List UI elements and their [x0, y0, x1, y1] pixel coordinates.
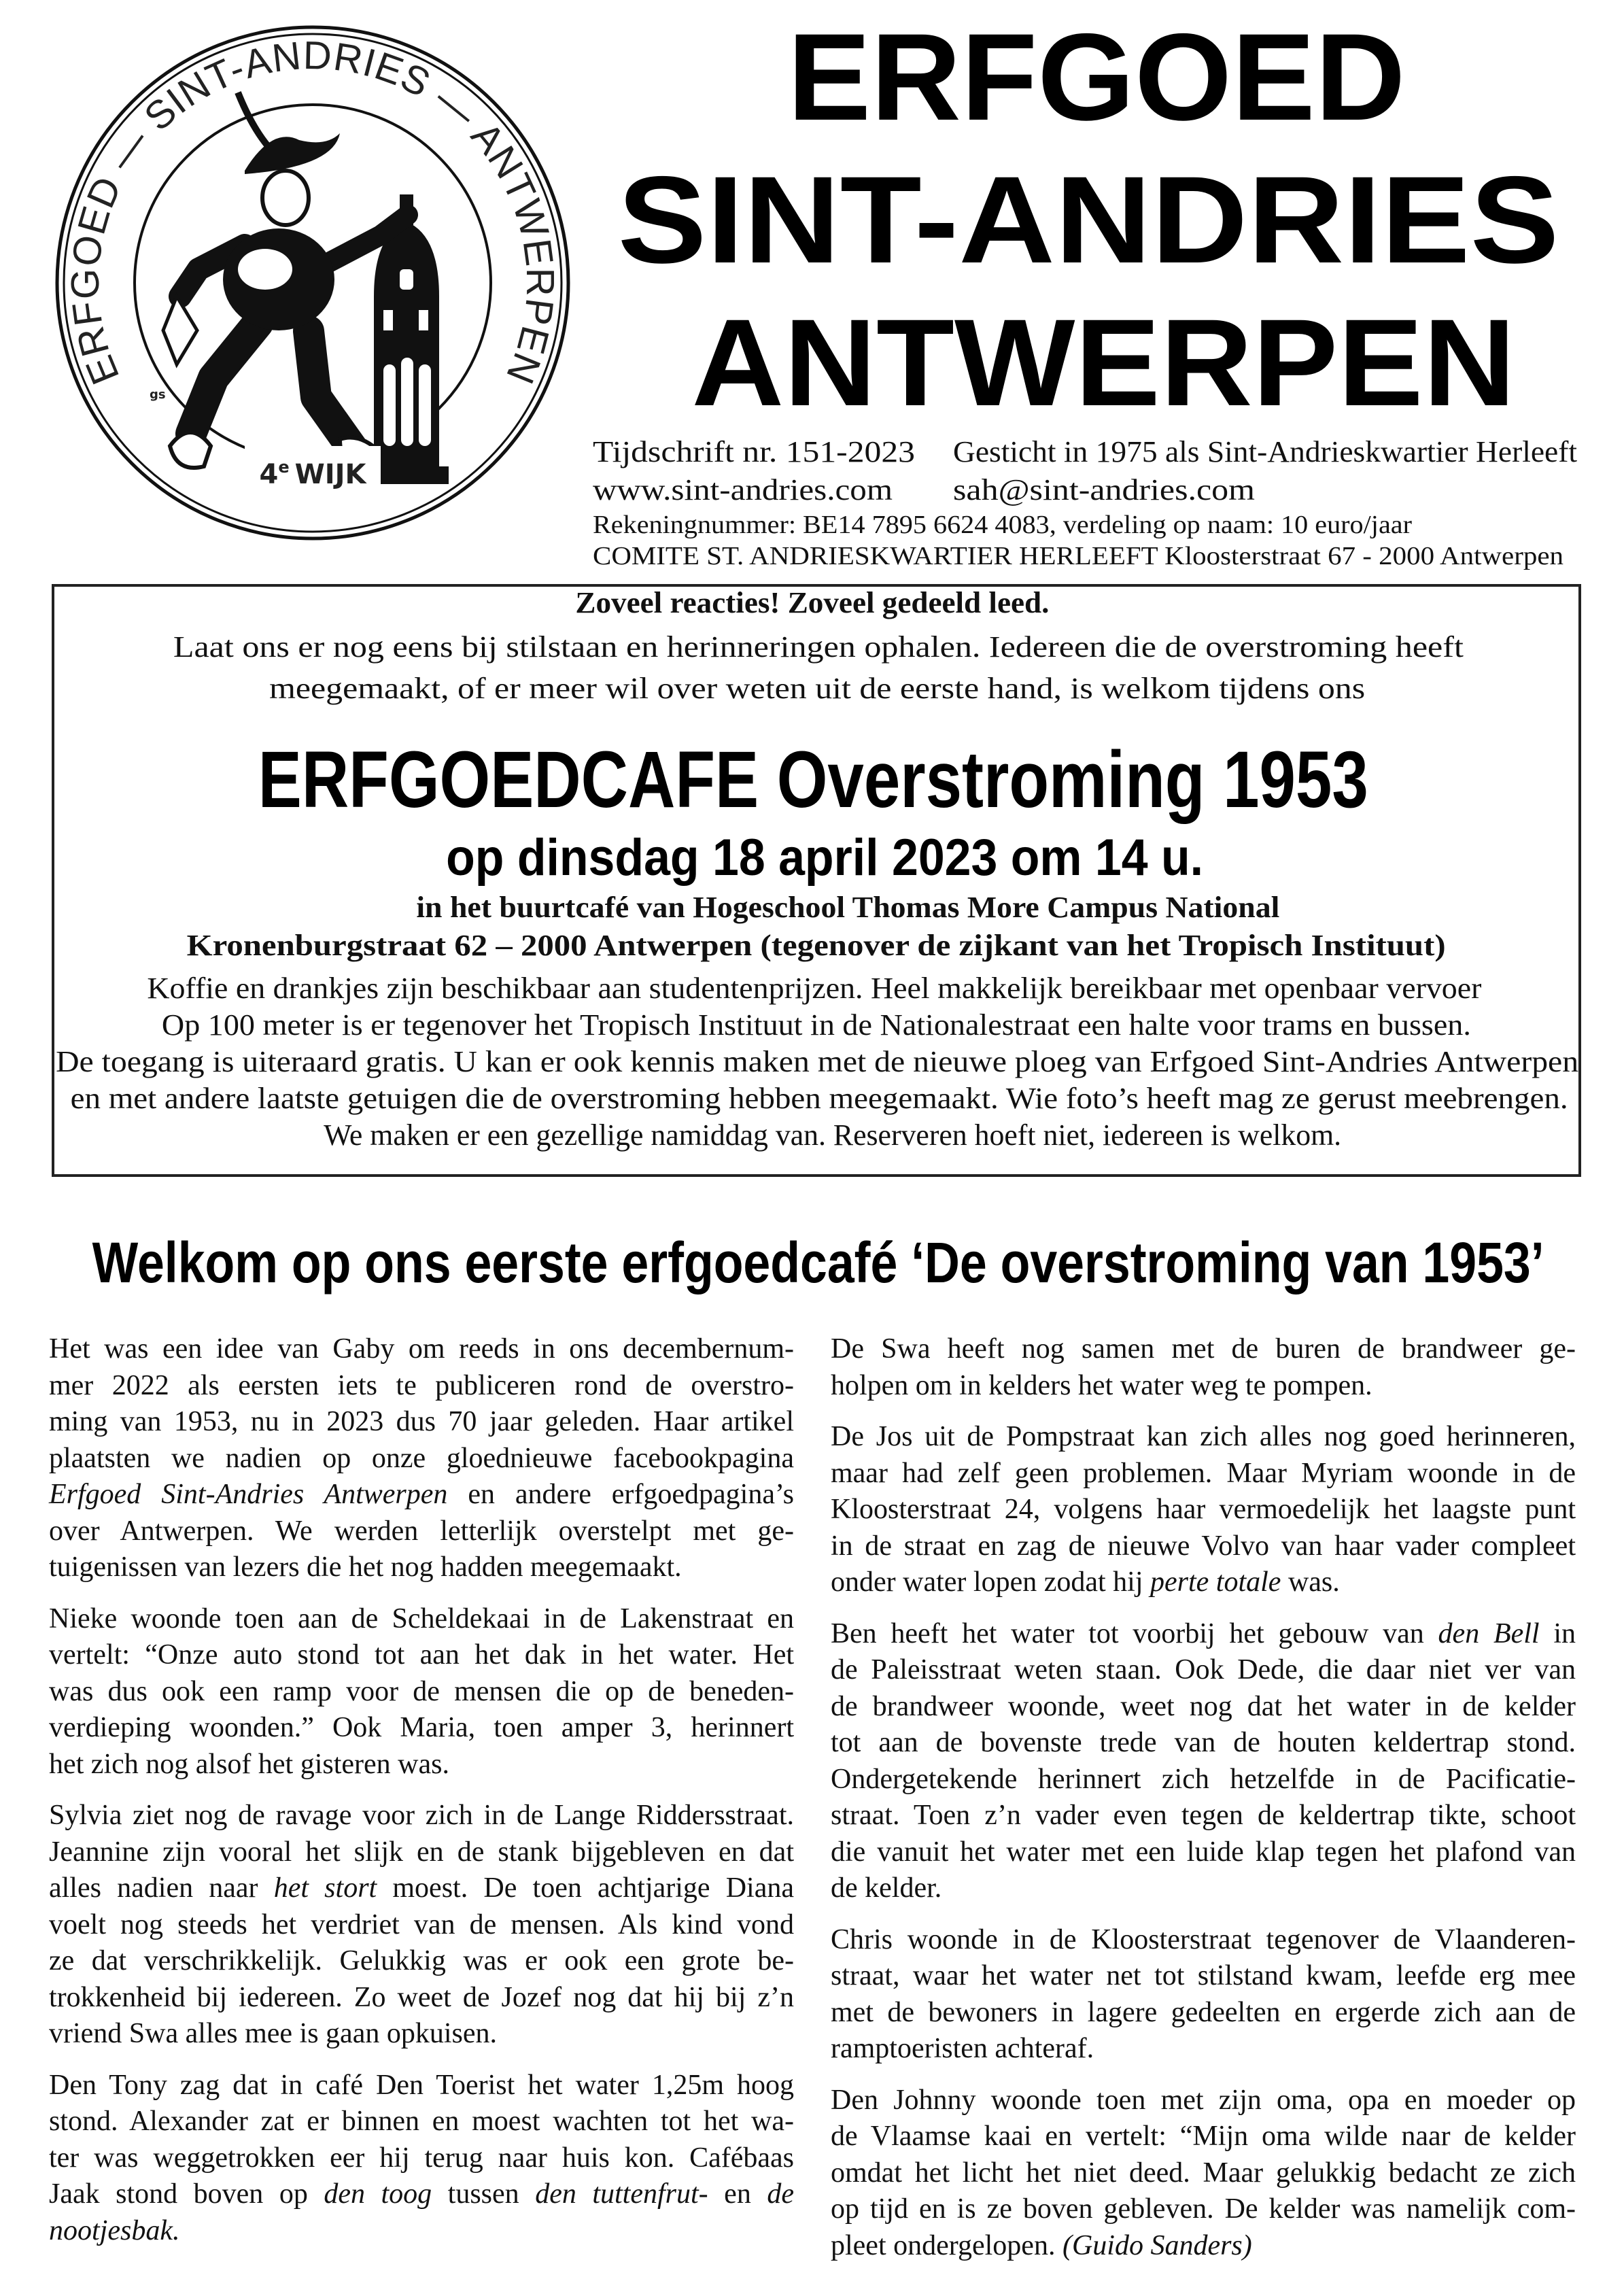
text-segment: omdat het licht het niet deed. Maar gelukkig bedacht ze zich	[831, 2157, 1576, 2189]
text-segment: pleet ondergelopen.	[831, 2229, 1062, 2261]
text-line	[49, 1441, 794, 1477]
text-segment: straat. Toen z’n vader even tegen de keldertrap tikte, schoot	[831, 1800, 1576, 1831]
article-paragraph	[831, 2083, 1576, 2265]
text-line	[831, 1762, 1576, 1798]
text-line	[831, 1564, 1576, 1601]
article-paragraph	[49, 1798, 794, 2053]
text-line	[49, 1710, 794, 1747]
text-segment: met de bewoners in lagere gedeelten en ergerde zich aan de	[831, 1996, 1576, 2028]
text-segment: De Swa heeft nog samen met de buren de brandweer ge-	[831, 1333, 1576, 1365]
text-line	[49, 2068, 794, 2104]
text-segment: moest. De toen achtjarige Diana	[377, 1872, 795, 1904]
italic-text: nootjesbak.	[49, 2214, 180, 2246]
masthead-title-line-3: ANTWERPEN	[691, 293, 1515, 432]
text-segment: Jaak stond boven op	[49, 2178, 324, 2210]
text-line	[831, 1368, 1576, 1405]
text-line	[49, 2104, 794, 2140]
text-segment: ramptoeristen achteraf.	[831, 2033, 1094, 2064]
masthead-title-line-2: SINT-ANDRIES	[617, 150, 1559, 289]
text-line	[831, 1419, 1576, 1456]
text-line	[831, 1870, 1576, 1907]
text-line	[831, 2191, 1576, 2228]
text-segment: trokkenheid bij iedereen. Zo weet de Jozef nog dat hij bij z’n	[49, 1981, 794, 2013]
text-line	[49, 1834, 794, 1871]
email-link[interactable]: sah@sint-andries.com	[953, 473, 1255, 507]
article-heading: Welkom op ons eerste erfgoedcafé ‘De overstroming van 1953’	[92, 1231, 1545, 1295]
text-segment: Het was een idee van Gaby om reeds in ons decembernum-	[49, 1333, 794, 1365]
text-line	[49, 2176, 794, 2213]
text-segment: De Jos uit de Pompstraat kan zich alles nog goed herinneren,	[831, 1421, 1576, 1452]
text-segment: Nieke woonde toen aan de Scheldekaai in de Lakenstraat en	[49, 1603, 794, 1634]
account-info: Rekeningnummer: BE14 7895 6624 4083, verdeling op naam: 10 euro/jaar	[593, 511, 1412, 539]
text-segment: alles nadien naar	[49, 1872, 274, 1904]
text-segment: tussen	[432, 2178, 536, 2210]
italic-text: Erfgoed Sint-Andries Antwerpen	[49, 1479, 448, 1510]
text-line	[49, 2016, 794, 2053]
text-segment: Jeannine zijn vooral het slijk en de stank bijgebleven en dat	[49, 1836, 794, 1868]
text-line	[49, 1943, 794, 1980]
text-segment: ming van 1953, nu in 2023 dus 70 jaar geleden. Haar artikel	[49, 1406, 794, 1437]
text-line	[831, 1331, 1576, 1368]
text-segment: in	[1539, 1617, 1576, 1649]
text-line	[831, 2083, 1576, 2119]
text-line	[831, 1616, 1576, 1653]
italic-text: perte totale	[1150, 1566, 1281, 1598]
text-line	[49, 1907, 794, 1944]
text-segment: en	[708, 2178, 767, 2210]
text-segment: plaatsten we nadien op onze gloednieuwe facebookpagina	[49, 1442, 794, 1474]
text-segment: Den Tony zag dat in café Den Toerist het water 1,25m hoog	[49, 2069, 794, 2101]
text-segment: de Vlaamse kaai en vertelt: “Mijn oma wilde naar de kelder	[831, 2121, 1576, 2152]
text-segment: Den Johnny woonde toen met zijn oma, opa en moeder op	[831, 2084, 1576, 2116]
text-segment: ter was weggetrokken eer hij terug naar huis kon. Cafébaas	[49, 2142, 794, 2174]
text-line	[831, 1922, 1576, 1959]
text-line	[49, 1549, 794, 1586]
article-paragraph	[49, 1331, 794, 1586]
event-venue: in het buurtcafé van Hogeschool Thomas More Campus National	[416, 891, 1279, 924]
text-line	[831, 1456, 1576, 1492]
italic-text: den toog	[324, 2178, 432, 2210]
text-segment: de Paleisstraat weten staan. Ook Dede, die daar niet ver van	[831, 1654, 1576, 1685]
italic-text: (Guido Sanders)	[1062, 2229, 1252, 2261]
logo-ring-text: ERFGOED — SINT-ANDRIES — ANTWERPEN	[63, 33, 563, 391]
announcement-detail-line: en met andere laatste getuigen die de overstroming hebben meegemaakt. Wie foto’s heeft mag ze gerust meebrengen.	[71, 1082, 1568, 1115]
italic-text: den tuttenfrut-	[535, 2178, 708, 2210]
announcement-detail-line: Koffie en drankjes zijn beschikbaar aan studentenprijzen. Heel makkelijk bereikbaar met openbaar vervoer	[146, 972, 1481, 1005]
text-segment: straat, waar het water net tot stilstand kwam, leefde erg mee	[831, 1960, 1576, 1991]
text-segment: verdieping woonden.” Ook Maria, toen amper 3, herinnert	[49, 1712, 794, 1743]
text-line	[49, 2140, 794, 2177]
text-line	[49, 1637, 794, 1674]
article-paragraph	[49, 2068, 794, 2250]
announcement-detail-line: De toegang is uiteraard gratis. U kan er ook kennis maken met de nieuwe ploeg van Erfgoed Sint-Andries Antwerpen	[56, 1045, 1578, 1078]
announcement-intro-line: meegemaakt, of er meer wil over weten uit de eerste hand, is welkom tijdens ons	[269, 672, 1365, 705]
logo-wijk-text: 4e WIJK	[259, 458, 366, 490]
italic-text: het stort	[273, 1872, 377, 1904]
website-link[interactable]: www.sint-andries.com	[593, 473, 893, 507]
text-segment: op tijd en is ze boven gebleven. De kelder was namelijk com-	[831, 2193, 1576, 2225]
text-line	[49, 1674, 794, 1711]
text-line	[49, 1601, 794, 1638]
text-segment: het zich nog alsof het gisteren was.	[49, 1748, 449, 1780]
text-segment: was.	[1281, 1566, 1340, 1598]
text-segment: de kelder.	[831, 1872, 942, 1904]
text-line	[831, 1652, 1576, 1689]
text-segment: mer 2022 als eersten iets te publiceren rond de overstro-	[49, 1369, 794, 1401]
text-segment: vriend Swa alles mee is gaan opkuisen.	[49, 2018, 497, 2049]
italic-text: de	[767, 2178, 794, 2210]
article-paragraph	[831, 1419, 1576, 1601]
text-segment: Sylvia ziet nog de ravage voor zich in de Lange Riddersstraat.	[49, 1800, 794, 1831]
text-line	[831, 2119, 1576, 2155]
text-line	[831, 1958, 1576, 1995]
article-column-right	[831, 1331, 1576, 2279]
text-segment: de brandweer woonde, weet nog dat het water in de kelder	[831, 1690, 1576, 1722]
text-segment: en andere erfgoedpagina’s	[447, 1479, 794, 1510]
text-segment: voelt nog steeds het verdriet van de mensen. Als kind vond	[49, 1908, 794, 1940]
text-line	[49, 1331, 794, 1368]
text-segment: in de straat en zag de nieuwe Volvo van haar vader compleet	[831, 1530, 1576, 1562]
text-line	[49, 1513, 794, 1550]
text-line	[831, 1798, 1576, 1834]
text-segment: tuigenissen van lezers die het nog hadden meegemaakt.	[49, 1552, 682, 1583]
text-line	[49, 2213, 794, 2250]
article-paragraph	[831, 1331, 1576, 1404]
text-line	[49, 1870, 794, 1907]
text-line	[49, 1368, 794, 1405]
text-line	[49, 1798, 794, 1834]
article-paragraph	[831, 1616, 1576, 1907]
text-segment: holpen om in kelders het water weg te pompen.	[831, 1369, 1372, 1401]
announcement-intro-line: Laat ons er nog eens bij stilstaan en herinneringen ophalen. Iedereen die de overstroming heeft	[173, 630, 1464, 664]
text-segment: Ondergetekende herinnert zich hetzelfde in de Pacificatie-	[831, 1763, 1576, 1795]
logo-emblem-icon	[41, 11, 585, 555]
text-segment: Ben heeft het water tot voorbij het gebouw van	[831, 1617, 1438, 1649]
event-address: Kronenburgstraat 62 – 2000 Antwerpen (tegenover de zijkant van het Tropisch Instituut)	[187, 929, 1446, 962]
text-segment: tot aan de bovenste trede van de houten keldertrap stond.	[831, 1727, 1576, 1758]
founded-text: Gesticht in 1975 als Sint-Andrieskwartier Herleeft	[953, 435, 1577, 468]
text-line	[49, 1747, 794, 1783]
text-segment: Chris woonde in de Kloosterstraat tegenover de Vlaanderen-	[831, 1923, 1576, 1955]
announcement-lead: Zoveel reacties! Zoveel gedeeld leed.	[575, 586, 1049, 619]
italic-text: den Bell	[1438, 1617, 1540, 1649]
logo	[41, 11, 585, 555]
issue-number: Tijdschrift nr. 151-2023	[593, 435, 915, 468]
text-segment: vertelt: “Onze auto stond tot aan het dak in het water. Het	[49, 1639, 794, 1670]
text-line	[831, 2228, 1576, 2265]
text-line	[831, 1995, 1576, 2032]
announcement-detail-line: We maken er een gezellige namiddag van. Reserveren hoeft niet, iedereen is welkom.	[324, 1118, 1342, 1152]
text-line	[831, 2155, 1576, 2192]
logo-signature: gs	[150, 388, 166, 402]
text-line	[831, 1689, 1576, 1726]
text-line	[831, 1725, 1576, 1762]
text-line	[831, 1528, 1576, 1565]
article-column-left	[49, 1331, 794, 2264]
text-segment: was dus ook een ramp voor de mensen die op de beneden-	[49, 1675, 794, 1707]
text-line	[831, 2031, 1576, 2068]
article-paragraph	[831, 1922, 1576, 2068]
masthead-title-line-1: ERFGOED	[787, 7, 1405, 146]
text-line	[831, 1492, 1576, 1528]
text-segment: Kloosterstraat 24, volgens haar vermoedelijk het laagste punt	[831, 1494, 1576, 1525]
text-segment: maar had zelf geen problemen. Maar Myriam woonde in de	[831, 1457, 1576, 1489]
text-segment: stond. Alexander zat er binnen en moest wachten tot het wa-	[49, 2106, 794, 2137]
text-line	[49, 1404, 794, 1441]
event-date: op dinsdag 18 april 2023 om 14 u.	[446, 829, 1203, 887]
announcement-detail-line: Op 100 meter is er tegenover het Tropisch Instituut in de Nationalestraat een halte voor trams en bussen.	[162, 1008, 1471, 1042]
event-title: ERFGOEDCAFE Overstroming 1953	[258, 735, 1368, 825]
text-segment: onder water lopen zodat hij	[831, 1566, 1150, 1598]
text-line	[49, 1477, 794, 1513]
text-line	[831, 1834, 1576, 1871]
text-segment: die vanuit het water met een luide klap tegen het plafond van	[831, 1836, 1576, 1868]
address-info: COMITE ST. ANDRIESKWARTIER HERLEEFT Kloosterstraat 67 - 2000 Antwerpen	[593, 542, 1563, 570]
text-segment: over Antwerpen. We werden letterlijk overstelpt met ge-	[49, 1515, 794, 1547]
text-line	[49, 1980, 794, 2017]
article-paragraph	[49, 1601, 794, 1783]
text-segment: ze dat verschrikkelijk. Gelukkig was er ook een grote be-	[49, 1945, 794, 1976]
